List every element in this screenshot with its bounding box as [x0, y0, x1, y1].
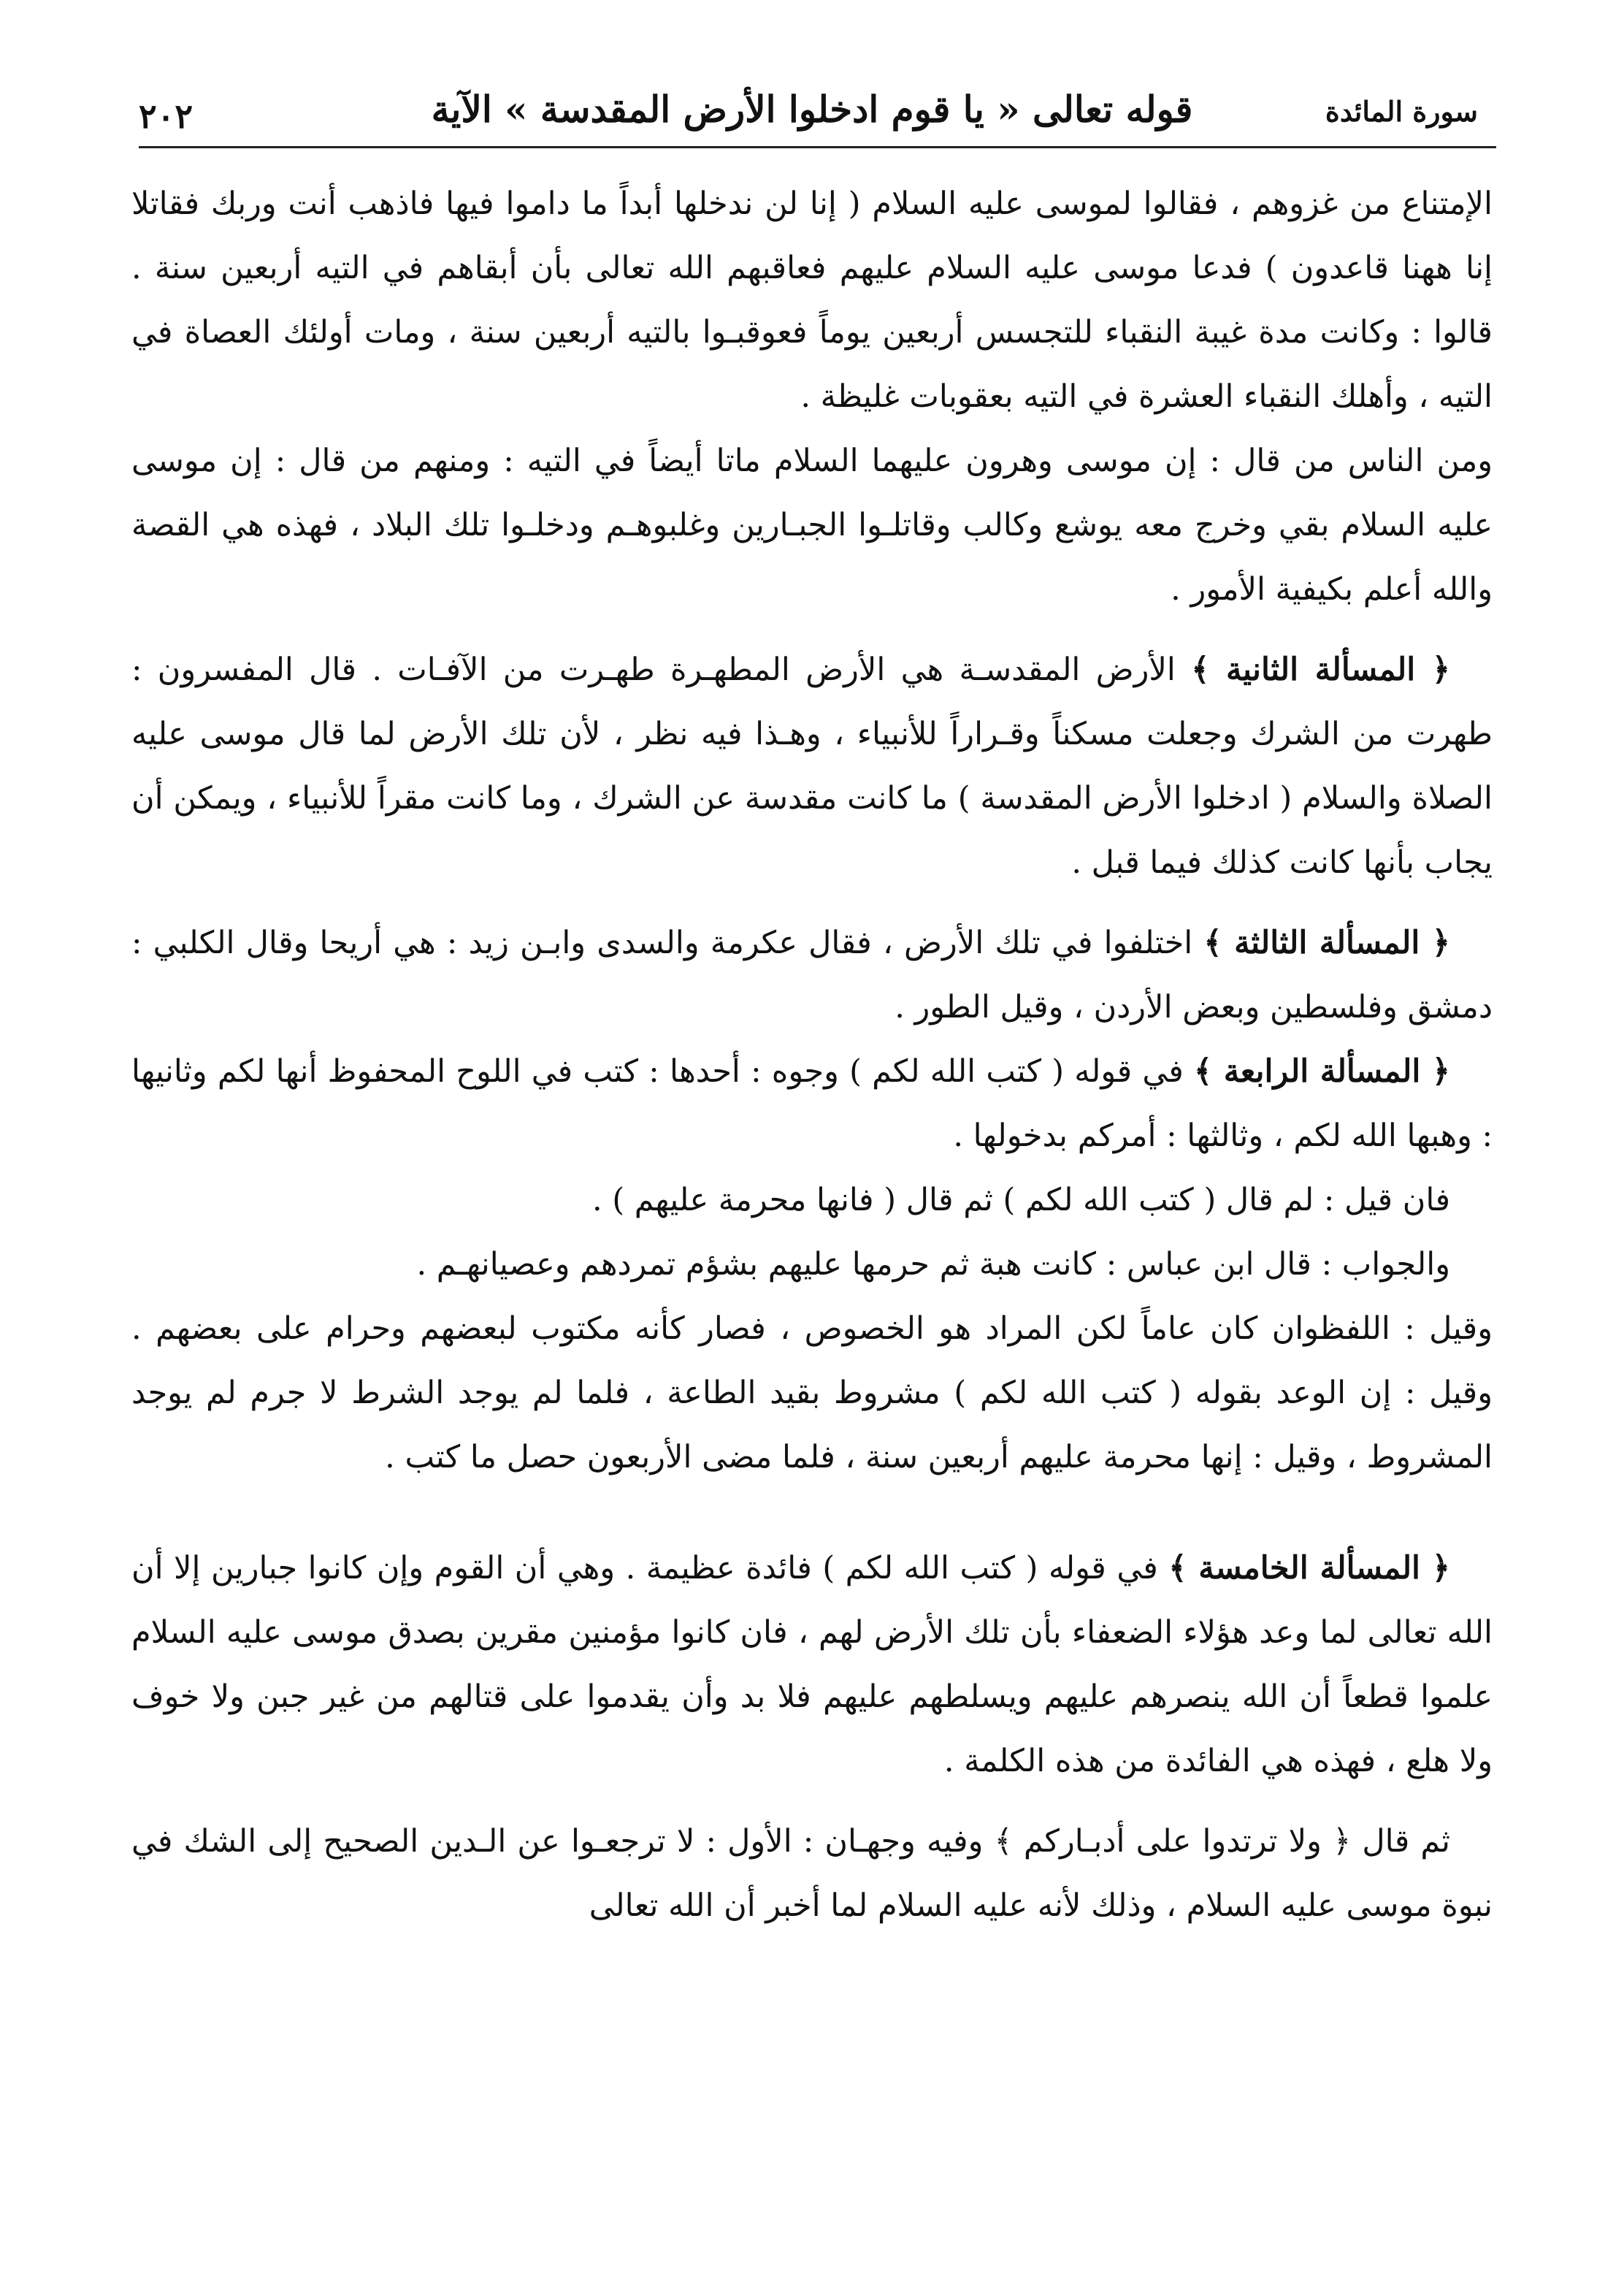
paragraph-section-3	[131, 911, 1493, 1039]
paragraph-text: فان قيل : لم قال ( كتب الله لكم ) ثم قال ( فانها محرمة عليهم ) .	[592, 1182, 1450, 1218]
paragraph	[131, 1168, 1493, 1232]
paragraph-text: في قوله ( كتب الله لكم ) فائدة عظيمة . وهي أن القوم وإن كانوا جبارين إلا أن الله تعالى لما وعد هؤلاء الضعفاء بأن تلك الأرض لهم ، فان كانوا مؤمنين مقرين بصدق موسى عليه السلام علموا قطعاً أن الله ينصرهم عليهم ويسلطهم عليهم فلا بد وأن يقدموا على قتالهم من غير جبن ولا خوف ولا هلع ، فهذه هي الفائدة من هذه الكلمة .	[131, 1550, 1493, 1779]
paragraph-text: ثم قال ﴿ ولا ترتدوا على أدبـاركم ﴾ وفيه وجهـان : الأول : لا ترجعـوا عن الـدين الصحيح إلى الشك في نبوة موسى عليه السلام ، وذلك لأنه عليه السلام لما أخبر أن الله تعالى	[131, 1823, 1493, 1924]
paragraph-text: اختلفوا في تلك الأرض ، فقال عكرمة والسدى وابـن زيد : هي أريحا وقال الكلبي : دمشق وفلسطين وبعض الأردن ، وقيل الطور .	[131, 925, 1493, 1026]
header-rule	[139, 146, 1496, 148]
page-number: ٢٠٢	[139, 96, 194, 136]
paragraph-text: والجواب : قال ابن عباس : كانت هبة ثم حرمها عليهم بشؤم تمردهم وعصيانهـم .	[416, 1246, 1450, 1283]
section-heading: ﴿ المسألة الثالثة ﴾	[1203, 925, 1450, 961]
paragraph-section-4	[131, 1039, 1493, 1168]
paragraph-text: ومن الناس من قال : إن موسى وهرون عليهما السلام ماتا أيضاً في التيه : ومنهم من قال : إن موسى عليه السلام بقي وخرج معه يوشع وكالب وقاتلـوا الجبـارين وغلبوهـم ودخلـوا تلك البلاد ، فهذه هي القصة والله أعلم بكيفية الأمور .	[131, 443, 1493, 608]
paragraph-section-5	[131, 1536, 1493, 1793]
page-header	[139, 80, 1485, 146]
paragraph-text: الإمتناع من غزوهم ، فقالوا لموسى عليه السلام ( إنا لن ندخلها أبداً ما داموا فيها فاذهب أنت وربك فقاتلا إنا ههنا قاعدون ) فدعا موسى عليه السلام عليهم فعاقبهم الله تعالى بأن أبقاهم في التيه أربعين سنة . قالوا : وكانت مدة غيبة النقباء للتجسس أربعين يوماً فعوقبـوا بالتيه أربعين سنة ، ومات أولئك العصاة في التيه ، وأهلك النقباء العشرة في التيه بعقوبات غليظة .	[131, 186, 1493, 415]
section-heading: ﴿ المسألة الخامسة ﴾	[1168, 1550, 1450, 1586]
paragraph	[131, 1297, 1493, 1489]
paragraph	[131, 1809, 1493, 1938]
paragraph-text: وقيل : اللفظوان كان عاماً لكن المراد هو الخصوص ، فصار كأنه مكتوب لبعضهم وحرام على بعضهم . وقيل : إن الوعد بقوله ( كتب الله لكم ) مشروط بقيد الطاعة ، فلما لم يوجد الشرط لا جرم لم يوجد المشروط ، وقيل : إنها محرمة عليهم أربعين سنة ، فلما مضى الأربعون حصل ما كتب .	[131, 1310, 1493, 1475]
section-heading: ﴿ المسألة الرابعة ﴾	[1194, 1053, 1451, 1090]
running-title: قوله تعالى « يا قوم ادخلوا الأرض المقدسة » الآية	[431, 88, 1193, 131]
page-body	[131, 172, 1493, 1938]
paragraph-text: الأرض المقدسـة هي الأرض المطهـرة طهـرت من الآفـات . قال المفسرون : طهرت من الشرك وجعلت مسكناً وقـراراً للأنبياء ، وهـذا فيه نظر ، لأن تلك الأرض لما قال موسى عليه الصلاة والسلام ( ادخلوا الأرض المقدسة ) ما كانت مقدسة عن الشرك ، وما كانت مقراً للأنبياء ، ويمكن أن يجاب بأنها كانت كذلك فيما قبل .	[131, 652, 1493, 881]
paragraph-text: في قوله ( كتب الله لكم ) وجوه : أحدها : كتب في اللوح المحفوظ أنها لكم وثانيها : وهبها الله لكم ، وثالثها : أمركم بدخولها .	[131, 1053, 1493, 1154]
paragraph	[131, 172, 1493, 429]
paragraph	[131, 1232, 1493, 1297]
section-heading: ﴿ المسألة الثانية ﴾	[1191, 652, 1451, 688]
paragraph-section-2	[131, 638, 1493, 895]
surah-name: سورة المائدة	[1325, 95, 1478, 128]
paragraph	[131, 429, 1493, 622]
